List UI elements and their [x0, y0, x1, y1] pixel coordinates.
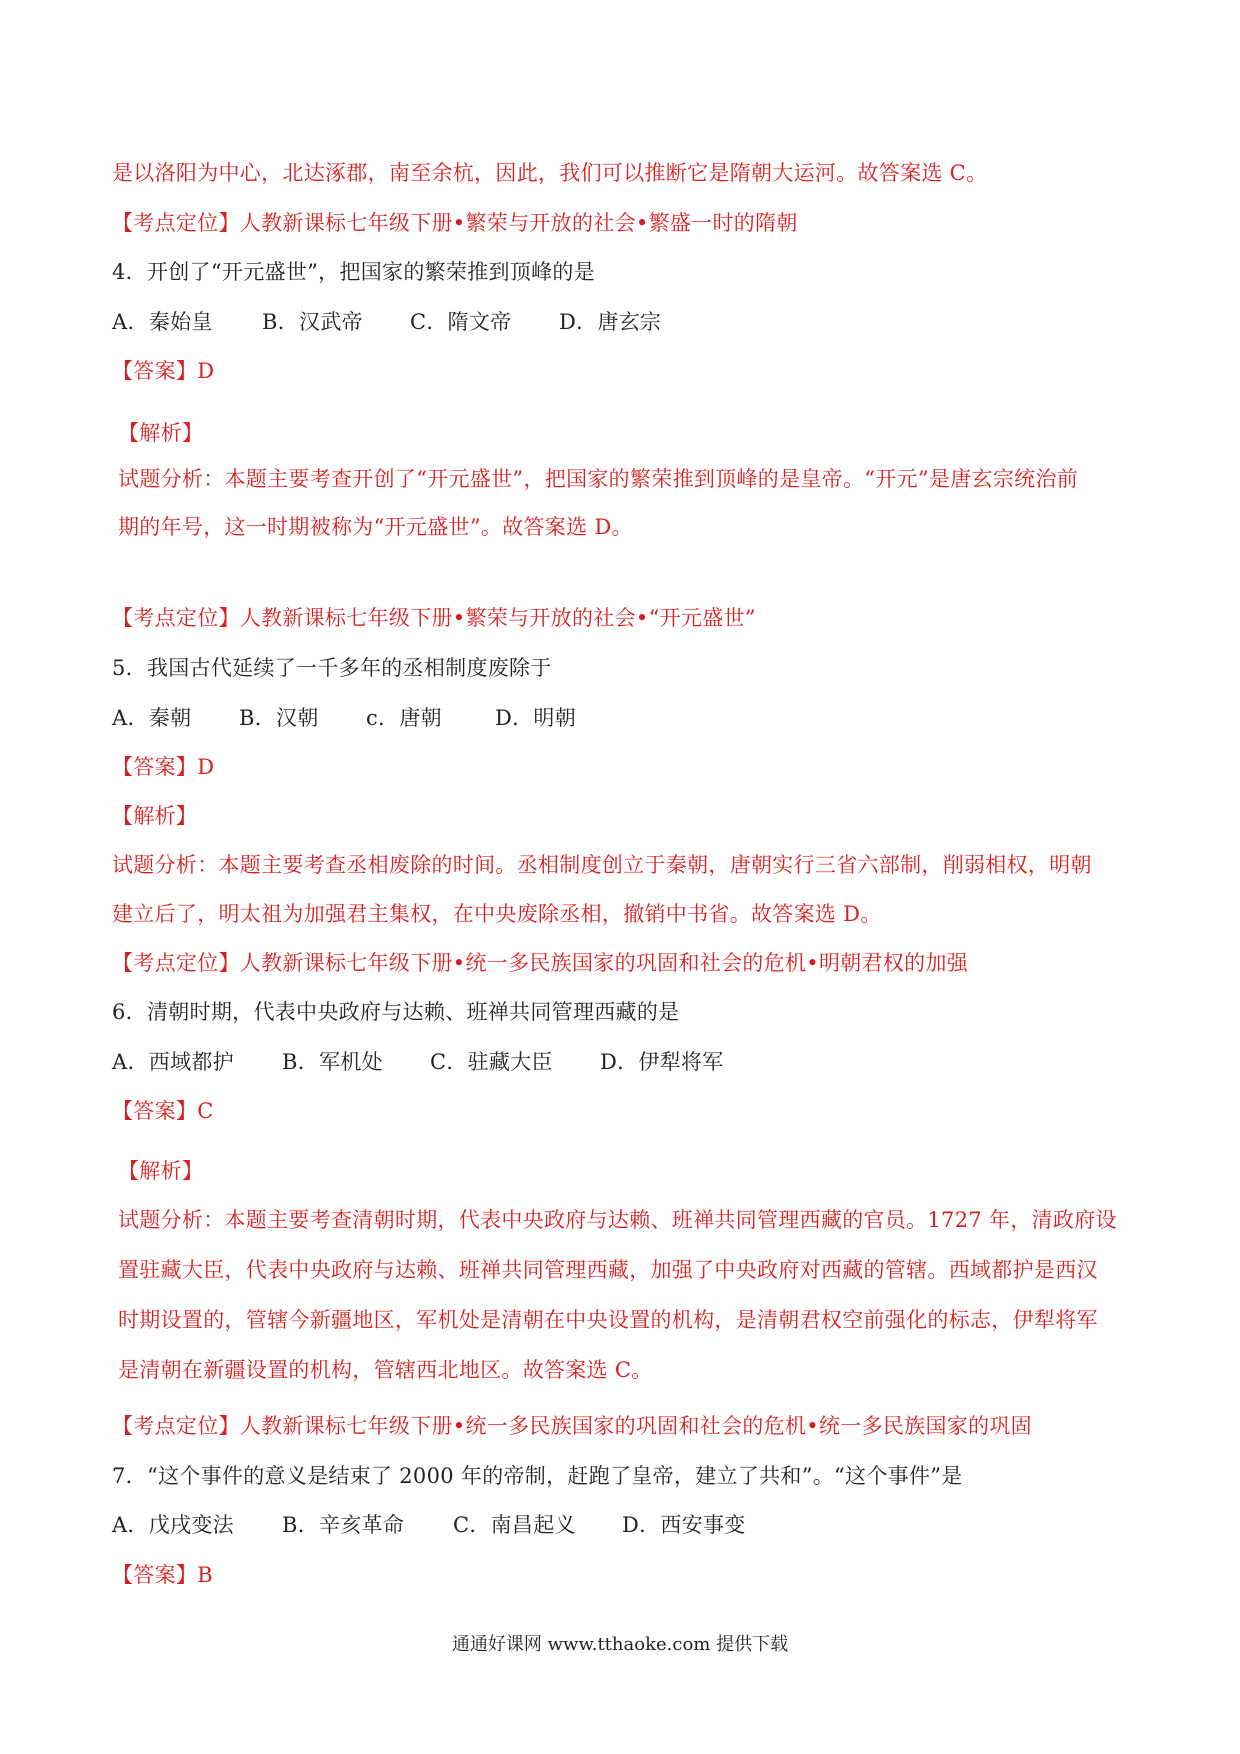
q7-answer: 【答案】B [112, 1563, 213, 1587]
q5-analysis-line-2: 建立后了，明太祖为加强君主集权，在中央废除丞相，撤销中书省。故答案选 D。 [112, 902, 882, 926]
q6-kaodian: 【考点定位】人教新课标七年级下册•统一多民族国家的巩固和社会的危机•统一多民族国家的巩固 [112, 1414, 1032, 1438]
q5-answer: 【答案】D [112, 755, 215, 779]
q7-stem: 7．“这个事件的意义是结束了 2000 年的帝制，赶跑了皇帝，建立了共和”。“这个事件”是 [112, 1464, 963, 1488]
q6-option-d: D．伊犁将军 [599, 1050, 724, 1074]
q4-option-a: A．秦始皇 [112, 310, 213, 334]
q3-analysis-tail: 是以洛阳为中心，北达涿郡，南至余杭，因此，我们可以推断它是隋朝大运河。故答案选 C。 [112, 161, 988, 185]
q6-analysis-line-4: 是清朝在新疆设置的机构，管辖西北地区。故答案选 C。 [118, 1358, 653, 1382]
q5-option-b: B．汉朝 [238, 706, 319, 730]
q4-option-b: B．汉武帝 [261, 310, 363, 334]
page-footer: 通通好课网 www.tthaoke.com 提供下载 [451, 1634, 789, 1655]
q5-option-d: D．明朝 [494, 706, 576, 730]
q3-kaodian: 【考点定位】人教新课标七年级下册•繁荣与开放的社会•繁盛一时的隋朝 [112, 211, 798, 235]
q5-analysis-line-1: 试题分析：本题主要考查丞相废除的时间。丞相制度创立于秦朝，唐朝实行三省六部制，削弱相权，明朝 [112, 853, 1092, 877]
q7-options [112, 1512, 746, 1538]
q4-options [112, 309, 661, 335]
q4-analysis-line-2: 期的年号，这一时期被称为“开元盛世”。故答案选 D。 [118, 515, 633, 539]
q5-stem: 5．我国古代延续了一千多年的丞相制度废除于 [112, 656, 552, 680]
q5-analysis-label: 【解析】 [112, 804, 198, 828]
q5-kaodian: 【考点定位】人教新课标七年级下册•统一多民族国家的巩固和社会的危机•明朝君权的加强 [112, 951, 969, 975]
q6-answer: 【答案】C [112, 1099, 214, 1123]
q7-option-a: A．戊戌变法 [112, 1513, 234, 1537]
q7-option-c: C．南昌起义 [452, 1513, 576, 1537]
q6-stem: 6．清朝时期，代表中央政府与达赖、班禅共同管理西藏的是 [112, 1000, 680, 1024]
q4-analysis-line-1: 试题分析：本题主要考查开创了“开元盛世”，把国家的繁荣推到顶峰的是皇帝。“开元”是唐玄宗统治前 [118, 467, 1079, 491]
q6-option-b: B．军机处 [281, 1050, 383, 1074]
q7-option-d: D．西安事变 [621, 1513, 746, 1537]
q6-analysis-label: 【解析】 [118, 1159, 204, 1183]
q4-option-c: C．隋文帝 [409, 310, 512, 334]
q4-option-d: D．唐玄宗 [558, 310, 662, 334]
q4-stem: 4．开创了“开元盛世”，把国家的繁荣推到顶峰的是 [112, 260, 596, 284]
q4-kaodian: 【考点定位】人教新课标七年级下册•繁荣与开放的社会•“开元盛世” [112, 606, 756, 630]
q6-options [112, 1049, 724, 1075]
q7-option-b: B．辛亥革命 [281, 1513, 405, 1537]
q6-analysis-line-3: 时期设置的，管辖今新疆地区，军机处是清朝在中央设置的机构，是清朝君权空前强化的标志，伊犁将军 [118, 1308, 1098, 1332]
q5-options [112, 705, 576, 731]
q4-analysis-label: 【解析】 [118, 421, 204, 445]
q6-analysis-line-2: 置驻藏大臣，代表中央政府与达赖、班禅共同管理西藏，加强了中央政府对西藏的管辖。西域都护是西汉 [118, 1258, 1098, 1282]
q4-answer: 【答案】D [112, 359, 215, 383]
q5-option-c: c．唐朝 [365, 706, 442, 730]
q6-analysis-line-1: 试题分析：本题主要考查清朝时期，代表中央政府与达赖、班禅共同管理西藏的官员。1727 年，清政府设 [118, 1208, 1117, 1232]
q5-option-a: A．秦朝 [112, 706, 192, 730]
q6-option-a: A．西域都护 [112, 1050, 234, 1074]
q6-option-c: C．驻藏大臣 [429, 1050, 553, 1074]
